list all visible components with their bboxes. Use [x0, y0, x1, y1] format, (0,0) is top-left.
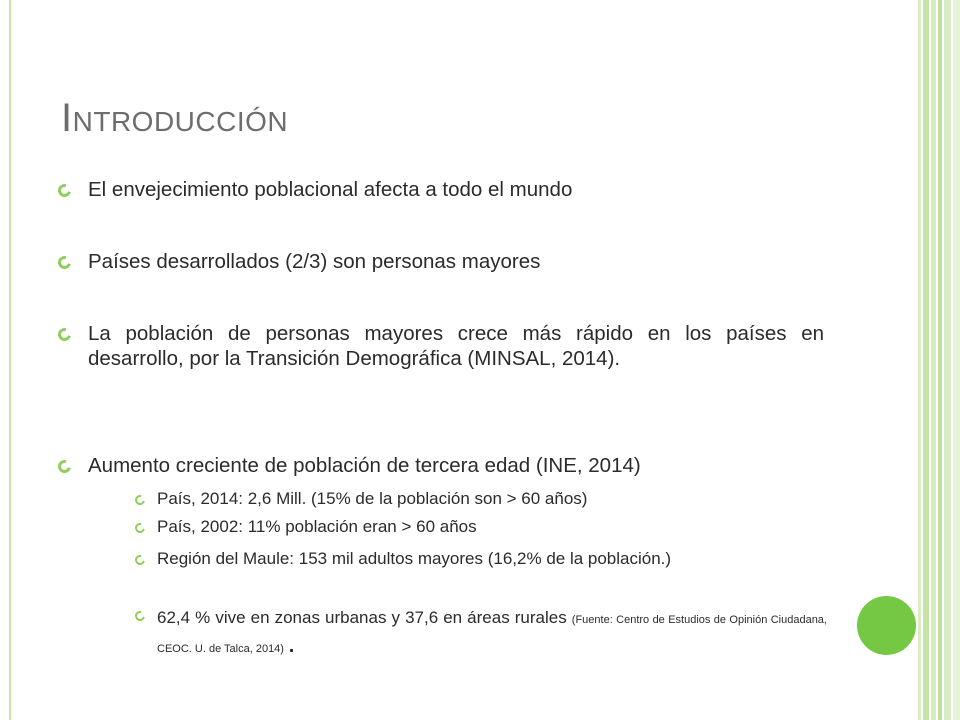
- sub-bullet-icon: [135, 609, 157, 624]
- sub-bullet-item: [135, 489, 827, 509]
- decorative-green-circle: [857, 596, 916, 655]
- bullet-text: Aumento creciente de población de tercera edad (INE, 2014): [88, 454, 641, 477]
- sub-bullet-item: [135, 605, 827, 661]
- bullet-item: [58, 321, 828, 371]
- sub-bullet-item: [135, 549, 827, 569]
- bullet-text: La población de personas mayores crece más rápido en los países en desarrollo, por la Transición Demográfica (MINSAL, 2014).: [88, 322, 824, 370]
- right-stripe: [953, 0, 960, 720]
- right-stripe: [918, 0, 921, 720]
- right-stripe: [944, 0, 951, 720]
- sub-bullet-text: Región del Maule: 153 mil adultos mayores (16,2% de la población.): [157, 549, 672, 568]
- sub-bullet-icon: [135, 521, 157, 536]
- sub-bullet-text: [157, 605, 827, 661]
- sub-bullet-text: País, 2002: 11% población eran > 60 años: [157, 517, 477, 536]
- slide-title: Introducción: [61, 96, 289, 140]
- bullet-text: El envejecimiento poblacional afecta a todo el mundo: [88, 178, 573, 201]
- bullet-text: Países desarrollados (2/3) son personas mayores: [88, 250, 541, 273]
- right-stripe: [931, 0, 936, 720]
- bullet-icon: [58, 457, 88, 477]
- left-border-line: [9, 0, 11, 720]
- sub-bullet-text: País, 2014: 2,6 Mill. (15% de la población son > 60 años): [157, 489, 588, 508]
- bullet-item: [58, 249, 828, 274]
- bullet-item: [58, 453, 828, 478]
- bullet-icon: [58, 325, 88, 345]
- right-stripe: [938, 0, 942, 720]
- right-stripe: [923, 0, 929, 720]
- sub-bullet-icon: [135, 493, 157, 508]
- source-citation: (Fuente: Centro de Estudios de Opinión Ciudadana, CEOC. U. de Talca, 2014): [157, 614, 827, 655]
- end-period: .: [288, 634, 295, 657]
- bullet-icon: [58, 253, 88, 273]
- sub-bullet-main-text: 62,4 % vive en zonas urbanas y 37,6 en áreas rurales: [157, 608, 567, 627]
- bullet-icon: [58, 181, 88, 201]
- sub-bullet-icon: [135, 553, 157, 568]
- sub-bullet-item: [135, 517, 827, 537]
- bullet-item: [58, 177, 828, 202]
